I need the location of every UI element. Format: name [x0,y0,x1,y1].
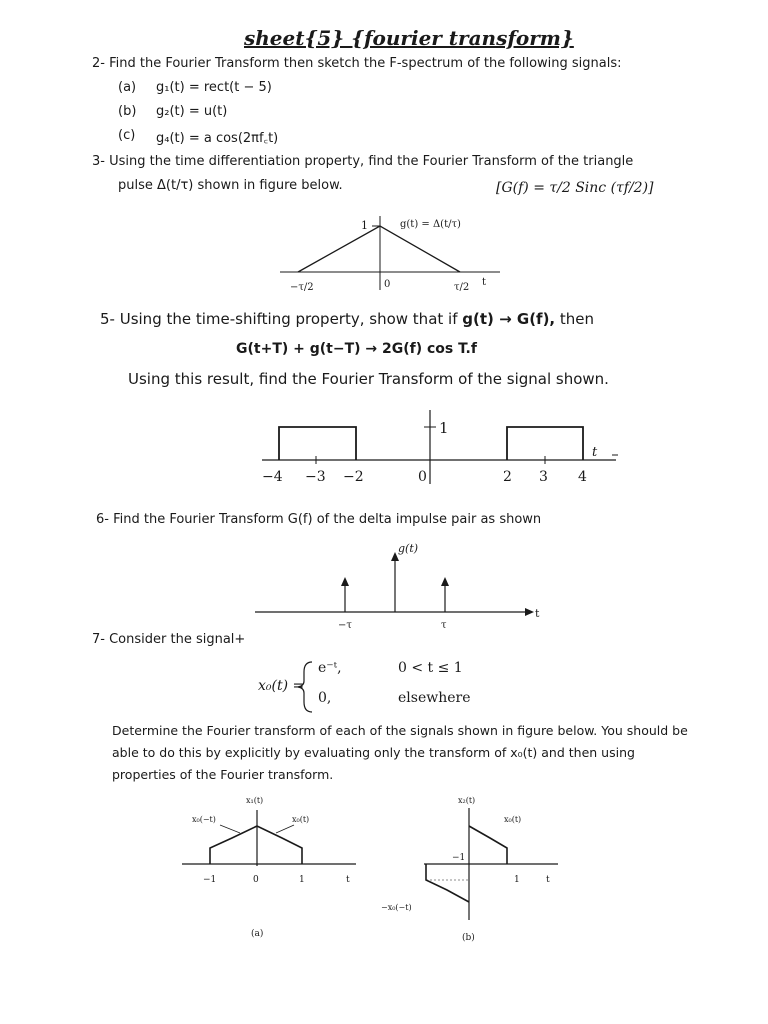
sheet-title: sheet{5} {fourier transform} [244,26,574,50]
impulse-figure [255,542,540,631]
signal-a-func-label: x₁(t) [246,796,264,805]
impulse-func-label: g(t) [398,542,419,555]
signal-a-curve [210,826,302,864]
q7-paragraph: Determine the Fourier transform of each of the signals shown in figure below. You should be able to do this by explicitly by evaluating only the transform of x₀(t) and then using properties of the Fourier transform. [112,723,688,782]
q7-case2-cond: elsewhere [398,690,471,706]
pulses-tick-m4: −4 [262,469,283,485]
signal-a-tick-m1: −1 [203,875,217,885]
triangle-origin-label: 0 [384,279,391,290]
q7-def-lhs: x₀(t) = [258,678,305,694]
signal-b-neg-label: −x₀(−t) [381,903,412,912]
pulses-tick-2: 2 [503,469,512,485]
q2-item-b-label: (b) [118,104,137,119]
signal-b-func-label: x₂(t) [458,796,476,805]
q5-line1-c: then [555,310,595,328]
triangle-left-tick: −τ/2 [290,282,314,293]
q2-intro: 2- Find the Fourier Transform then sketch the F-spectrum of the following signals: [92,56,622,71]
q3-line2: pulse Δ(t/τ) shown in figure below. [118,178,343,193]
pulses-tick-0: 0 [418,469,427,485]
pulses-amp-label: 1 [439,419,449,437]
signal-b-figure [381,796,558,943]
impulse-left-label: −τ [338,620,352,631]
triangle-right-tick: τ/2 [454,282,470,293]
q7-case2-expr: 0, [318,690,332,706]
pulses-figure [262,410,618,485]
q7-case1-cond: 0 < t ≤ 1 [398,660,463,676]
triangle-pulse [298,226,460,272]
signal-a-tick-1: 1 [299,875,305,885]
triangle-peak-label: 1 [361,219,368,232]
q2-item-c-label: (c) [118,128,136,143]
q2-item-a-label: (a) [118,80,137,95]
triangle-axis-label: t [482,277,487,288]
signal-a-caption: (a) [251,929,264,939]
pulses-tick-3: 3 [539,469,548,485]
signal-b-tick-m1: −1 [452,853,466,863]
signal-a-tick-0: 0 [253,875,259,885]
impulse-right-label: τ [441,620,447,631]
q3-answer: [G(f) = τ/2 Sinc (τf/2)] [496,180,654,196]
pulses-tick-m3: −3 [305,469,326,485]
left-pulse [279,427,356,460]
triangle-figure [280,216,500,293]
signal-b-negative-curve [426,864,469,902]
pulses-tick-m2: −2 [343,469,364,485]
q5-line1-a: 5- Using the time-shifting property, show that if [100,310,463,328]
q2-item-a-expr: g₁(t) = rect(t − 5) [156,80,272,95]
signal-a-figure [182,796,356,939]
q5-line1 [100,310,594,328]
q5-line1-b: g(t) → G(f), [462,310,556,328]
right-pulse [507,427,583,460]
q5-line2: G(t+T) + g(t−T) → 2G(f) cos T.f [236,341,477,357]
pulses-axis-label: t [592,445,598,460]
signal-a-left-label: x₀(−t) [192,815,216,824]
q6-line: 6- Find the Fourier Transform G(f) of the delta impulse pair as shown [96,512,542,527]
signal-b-caption: (b) [462,933,475,943]
q7-case1-expr: e⁻ᵗ, [318,660,342,676]
q5-line3: Using this result, find the Fourier Transform of the signal shown. [128,370,609,388]
signal-b-positive-curve [469,826,507,864]
q2-item-c-expr: g₄(t) = a cos(2πf꜀t) [156,131,279,146]
q2-item-b-expr: g₂(t) = u(t) [156,104,228,119]
pulses-tick-4: 4 [578,469,587,485]
q3-line1: 3- Using the time differentiation property, find the Fourier Transform of the triangle [92,154,634,169]
signal-b-right-label: x₀(t) [504,815,522,824]
signal-b-axis-label: t [546,875,550,885]
signal-a-axis-label: t [346,875,350,885]
triangle-func-label: g(t) = Δ(t/τ) [400,219,461,230]
impulse-axis-label: t [535,607,540,620]
q7-intro: 7- Consider the signal+ [92,632,246,647]
signal-b-tick-1: 1 [514,875,520,885]
signal-a-right-label: x₀(t) [292,815,310,824]
